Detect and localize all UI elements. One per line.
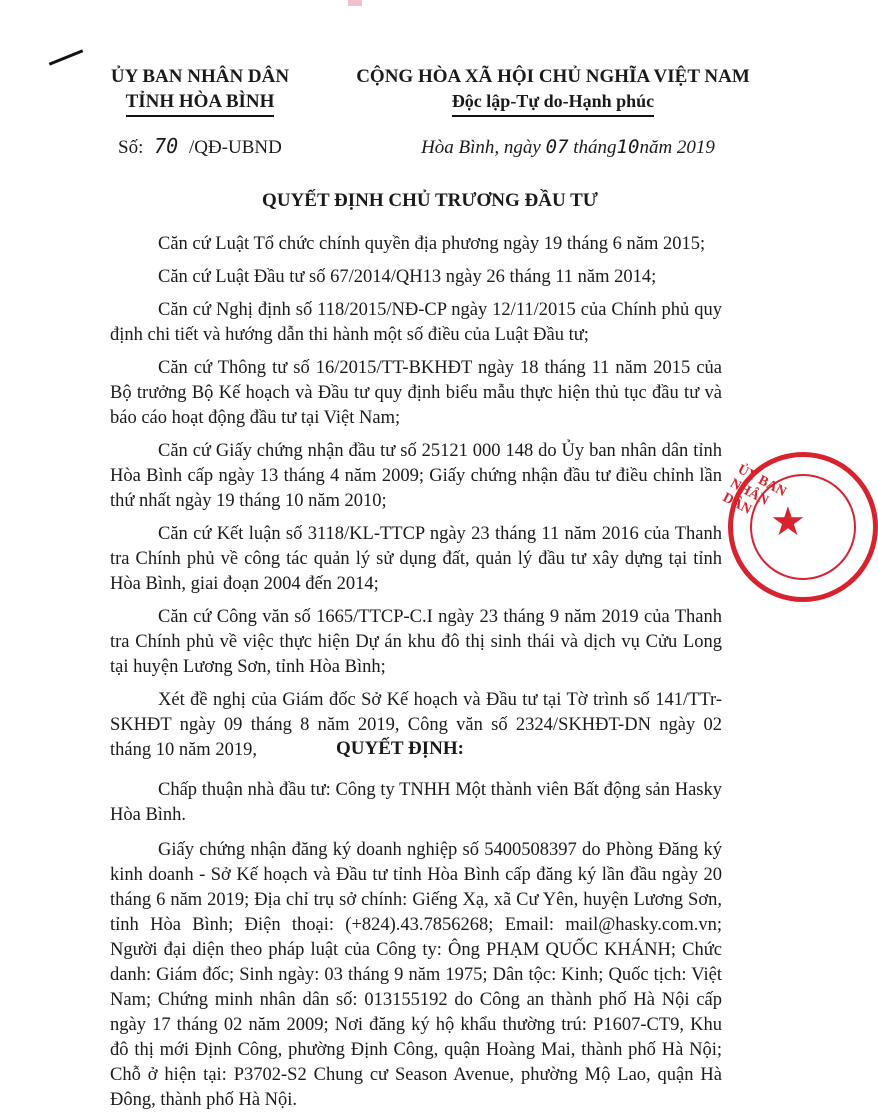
motto: Độc lập-Tự do-Hạnh phúc	[452, 89, 654, 117]
preamble	[110, 232, 722, 763]
pen-mark	[49, 49, 84, 65]
date-month: 10	[616, 136, 640, 158]
authority-line-2: TỈNH HÒA BÌNH	[126, 89, 275, 117]
preamble-item: Căn cứ Luật Đầu tư số 67/2014/QH13 ngày 26 tháng 11 năm 2014;	[158, 267, 657, 287]
issue-date	[358, 136, 778, 159]
issuing-authority	[100, 64, 300, 117]
document-title: QUYẾT ĐỊNH CHỦ TRƯƠNG ĐẦU TƯ	[262, 190, 598, 211]
preamble-item: Căn cứ Kết luận số 3118/KL-TTCP ngày 23 tháng 11 năm 2016 của Thanh tra Chính phủ về công tác quản lý sử dụng đất, quản lý đầu tư xây dựng tại tỉnh Hòa Bình, giai đoạn 2004 đến 2014;	[110, 524, 722, 594]
number-value: 70	[154, 134, 179, 158]
scan-artifact	[348, 0, 362, 6]
date-place: Hòa Bình, ngày	[421, 137, 541, 158]
preamble-item: Căn cứ Giấy chứng nhận đầu tư số 25121 000 148 do Ủy ban nhân dân tỉnh Hòa Bình cấp ngày 13 tháng 4 năm 2009; Giấy chứng nhận đầu tư điều chỉnh lần thứ nhất ngày 19 tháng 10 năm 2010;	[110, 441, 722, 511]
date-year: năm 2019	[639, 137, 715, 158]
preamble-item: Căn cứ Luật Tổ chức chính quyền địa phương ngày 19 tháng 6 năm 2015;	[158, 234, 706, 254]
seal-text: ỦY BAN NHÂN DÂN	[719, 462, 789, 518]
number-prefix: Số:	[118, 137, 144, 158]
decision-paragraph: Chấp thuận nhà đầu tư: Công ty TNHH Một thành viên Bất động sản Hasky Hòa Bình.	[110, 780, 722, 825]
decision-body	[110, 778, 722, 1113]
preamble-item: Xét đề nghị của Giám đốc Sở Kế hoạch và Đầu tư tại Tờ trình số 141/TTr-SKHĐT ngày 09 tháng 8 năm 2019, Công văn số 2324/SKHĐT-DN ngày 02 tháng 10 năm 2019,	[110, 690, 722, 760]
preamble-item: Căn cứ Thông tư số 16/2015/TT-BKHĐT ngày 18 tháng 11 năm 2015 của Bộ trưởng Bộ Kế hoạch và Đầu tư quy định biểu mẫu thực hiện thủ tục đầu tư và báo cáo hoạt động đầu tư tại Việt Nam;	[110, 358, 722, 428]
authority-line-1: ỦY BAN NHÂN DÂN	[110, 66, 290, 87]
preamble-item: Căn cứ Công văn số 1665/TTCP-C.I ngày 23 tháng 9 năm 2019 của Thanh tra Chính phủ về việc thực hiện Dự án khu đô thị sinh thái và dịch vụ Cửu Long tại huyện Lương Sơn, tỉnh Hòa Bình;	[110, 607, 722, 677]
document-number	[118, 134, 282, 159]
nation-name: CỘNG HÒA XÃ HỘI CHỦ NGHĨA VIỆT NAM	[356, 66, 750, 87]
national-motto	[318, 64, 788, 117]
number-suffix: /QĐ-UBND	[188, 137, 282, 158]
date-day: 07	[545, 136, 569, 158]
decision-heading: QUYẾT ĐỊNH:	[336, 738, 464, 759]
preamble-item: Căn cứ Nghị định số 118/2015/NĐ-CP ngày 12/11/2015 của Chính phủ quy định chi tiết và hướng dẫn thi hành một số điều của Luật Đầu tư;	[110, 300, 722, 345]
decision-paragraph: Giấy chứng nhận đăng ký doanh nghiệp số 5400508397 do Phòng Đăng ký kinh doanh - Sở Kế hoạch và Đầu tư tỉnh Hòa Bình cấp đăng ký lần đầu ngày 20 tháng 6 năm 2019; Địa chỉ trụ sở chính: Giếng Xạ, xã Cư Yên, huyện Lương Sơn, tỉnh Hòa Bình; Điện thoại: (+824).43.7856268; Email: mail@hasky.com.vn; Người đại diện theo pháp luật của Công ty: Ông PHẠM QUỐC KHÁNH; Chức danh: Giám đốc; Sinh ngày: 03 tháng 9 năm 1975; Dân tộc: Kinh; Quốc tịch: Việt Nam; Chứng minh nhân dân số: 013155192 do Công an thành phố Hà Nội cấp ngày 17 tháng 02 năm 2009; Nơi đăng ký hộ khẩu thường trú: P1607-CT9, Khu đô thị mới Định Công, phường Định Công, quận Hoàng Mai, thành phố Hà Nội; Chỗ ở hiện tại: P3702-S2 Chung cư Season Avenue, phường Mộ Lao, quận Hà Đông, thành phố Hà Nội.	[110, 840, 722, 1110]
national-emblem-star-icon: ★	[770, 499, 806, 544]
date-month-label: tháng	[573, 137, 617, 158]
